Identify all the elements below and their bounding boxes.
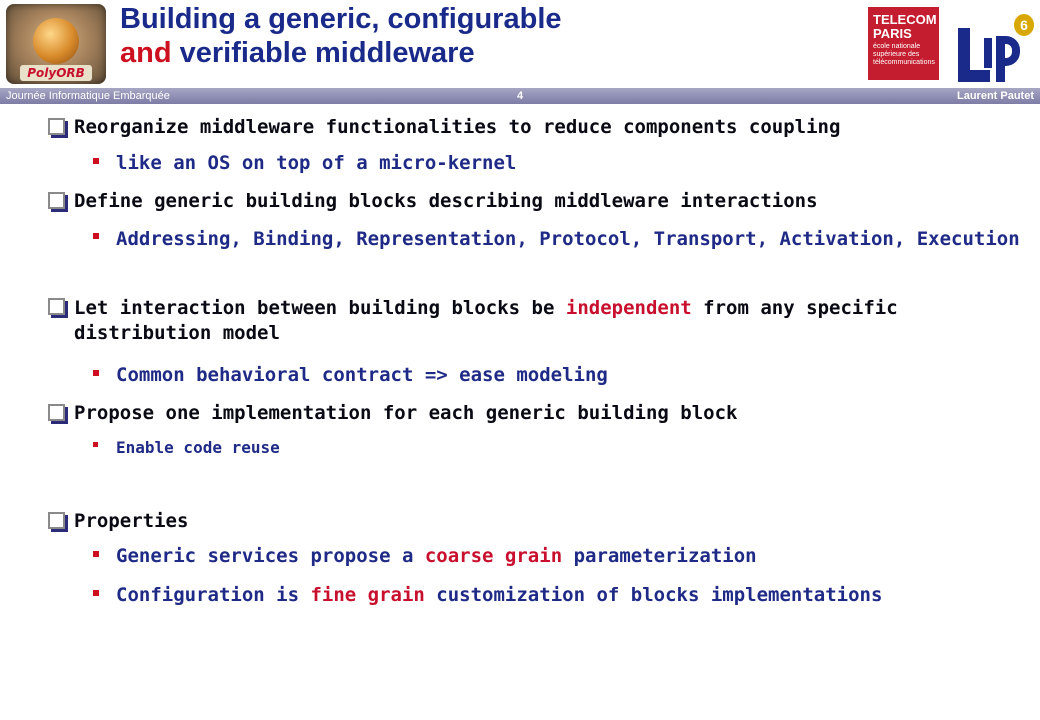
title-line-2-rest: verifiable middleware: [171, 37, 475, 69]
slide-number: 4: [516, 90, 524, 102]
square-bullet-icon: [93, 551, 99, 557]
bullet-3-highlight: independent: [565, 297, 692, 319]
sub-bullet-5-1-text-pre: Generic services propose a: [116, 545, 425, 567]
sub-bullet-5-2: [116, 584, 882, 606]
bullet-2: [74, 190, 818, 212]
footer-right: Laurent Pautet: [956, 90, 1034, 102]
bullet-5: [74, 510, 188, 532]
sub-bullet-5-2-highlight: fine grain: [310, 584, 425, 606]
bullet-2-text: Define generic building blocks describing middleware interactions: [74, 190, 818, 212]
checkbox-bullet-icon: [48, 404, 65, 421]
square-bullet-icon: [93, 442, 98, 447]
sub-bullet-2-1: [116, 227, 1026, 252]
telecom-paris-logo-subtitle: école nationale supérieure des télécommunications: [873, 43, 935, 66]
sub-bullet-4-1: [116, 438, 280, 457]
checkbox-bullet-icon: [48, 118, 65, 135]
bullet-1: [74, 116, 840, 138]
sub-bullet-3-1-text: Common behavioral contract => ease modeling: [116, 364, 608, 386]
sub-bullet-2-1-text: Addressing, Binding, Representation, Protocol, Transport, Activation, Execution: [116, 228, 1020, 250]
sub-bullet-5-1-highlight: coarse grain: [424, 545, 563, 567]
checkbox-bullet-icon: [48, 512, 65, 529]
bullet-3-text-pre: Let interaction between building blocks be: [74, 297, 566, 319]
bullet-4-text: Propose one implementation for each generic building block: [74, 402, 738, 424]
bullet-5-text: Properties: [74, 510, 189, 532]
sub-bullet-5-2-text-post: customization of blocks implementations: [424, 584, 883, 606]
square-bullet-icon: [93, 370, 99, 376]
square-bullet-icon: [93, 590, 99, 596]
bullet-3-text-post: from any specific distribution model: [74, 297, 898, 344]
telecom-paris-logo-title: TELECOM PARIS: [873, 12, 937, 41]
sub-bullet-5-1: [116, 545, 757, 567]
title-line-1: Building a generic, configurable: [120, 3, 562, 35]
sub-bullet-1-1: [116, 152, 516, 174]
bullet-3: [74, 296, 1024, 346]
sub-bullet-4-1-text: Enable code reuse: [116, 438, 280, 457]
polyorb-logo-text: PolyORB: [20, 65, 92, 81]
sub-bullet-3-1: [116, 364, 608, 386]
sub-bullet-1-1-text: like an OS on top of a micro-kernel: [116, 152, 517, 174]
bullet-1-text: Reorganize middleware functionalities to reduce components coupling: [74, 116, 841, 138]
footer-left: Journée Informatique Embarquée: [6, 90, 170, 102]
square-bullet-icon: [93, 158, 99, 164]
square-bullet-icon: [93, 233, 99, 239]
checkbox-bullet-icon: [48, 298, 65, 315]
lip6-badge: 6: [1014, 14, 1034, 36]
sub-bullet-5-2-text-pre: Configuration is: [116, 584, 311, 606]
bullet-4: [74, 402, 737, 424]
title-and: and: [120, 37, 172, 69]
sub-bullet-5-1-text-post: parameterization: [562, 545, 757, 567]
checkbox-bullet-icon: [48, 192, 65, 209]
